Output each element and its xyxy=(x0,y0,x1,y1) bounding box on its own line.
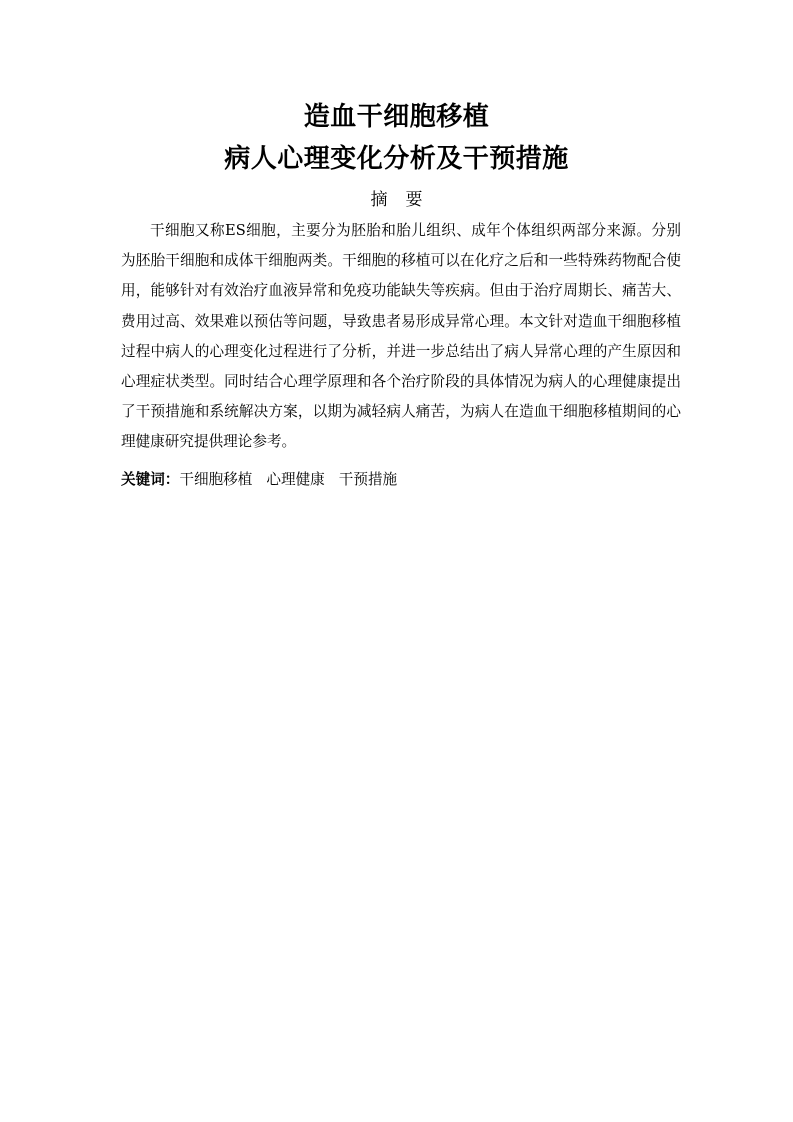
keyword-item: 干预措施 xyxy=(338,471,398,488)
abstract-heading-part2: 要 xyxy=(405,190,423,210)
title-line-2: 病人心理变化分析及干预措施 xyxy=(224,144,569,174)
abstract-body: 干细胞又称ES细胞，主要分为胚胎和胎儿组织、成年个体组织两部分来源。分别为胚胎干细胞和成体干细胞两类。干细胞的移植可以在化疗之后和一些特殊药物配合使用，能够针对有效治疗血液异常和免疫功能缺失等疾病。但由于治疗周期长、痛苦大、费用过高、效果难以预估等问题，导致患者易形成异常心理。本文针对造血干细胞移植过程中病人的心理变化过程进行了分析，并进一步总结出了病人异常心理的产生原因和心理症状类型。同时结合心理学原理和各个治疗阶段的具体情况为病人的心理健康提出了干预措施和系统解决方案，以期为减轻病人痛苦，为病人在造血干细胞移植期间的心理健康研究提供理论参考。 xyxy=(121,222,681,451)
abstract-heading-part1: 摘 xyxy=(370,190,388,210)
abstract-heading xyxy=(0,188,793,212)
keyword-item: 心理健康 xyxy=(266,471,325,488)
keywords-line xyxy=(121,466,681,494)
keyword-item: 干细胞移植 xyxy=(179,471,253,488)
keywords-label: 关键词： xyxy=(121,471,180,488)
title-line-1: 造血干细胞移植 xyxy=(303,102,490,132)
